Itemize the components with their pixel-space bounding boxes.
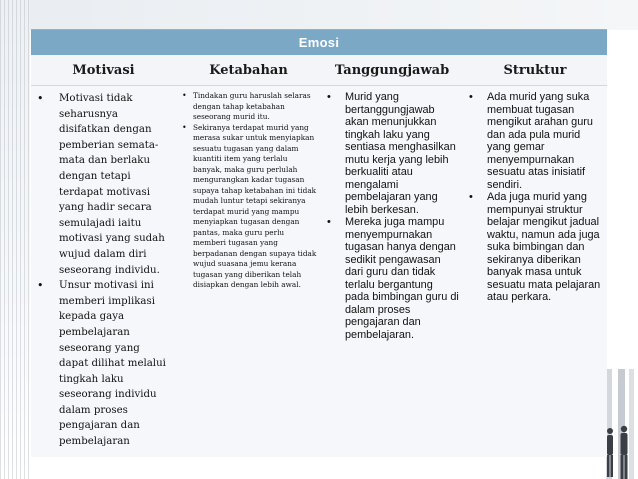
bullet-icon: •	[37, 92, 44, 105]
list-item: • Motivasi tidak seharusnya disifatkan dengan pemberian semata-mata dan berlaku dengan tetapi terdapat motivasi yang hadir secara semulajadi iaitu motivasi yang sudah wujud dalam diri seseorang individu.	[37, 92, 165, 276]
bullet-icon: •	[469, 91, 473, 103]
bullet-icon: •	[182, 122, 187, 132]
list-item: • Unsur motivasi ini memberi implikasi kepada gaya pembelajaran seseorang yang dapat dilihat melalui tingkah laku seseorang individu dalam proses pengajaran dan pembelajaran	[37, 279, 166, 448]
bullet-icon: •	[182, 91, 187, 100]
emosi-table	[31, 29, 607, 457]
column-headers	[31, 55, 607, 86]
column-header-ketabahan: Ketabahan	[209, 62, 288, 78]
column-ketabahan	[176, 86, 321, 457]
column-header-struktur: Struktur	[503, 62, 567, 78]
table-title: Emosi	[31, 30, 607, 55]
bullet-icon: •	[37, 279, 44, 293]
bullet-icon: •	[327, 216, 331, 228]
list-item: • Murid yang bertanggungjawab akan menunjukkan tingkah laku yang sentiasa menghasilkan mutu kerja yang lebih berkualiti atau mengalami pembelajaran yang lebih berkesan.	[327, 91, 456, 216]
list-item: • Sekiranya terdapat murid yang merasa sukar untuk menyiapkan sesuatu tugasan yang dalam kuantiti item yang terlalu banyak, maka guru perlulah mengurangkan kadar tugasan supaya tahap ketabahan ini tidak mudah luntur tetapi sekiranya terdapat murid yang mampu menyiapkan tugasan dengan pantas, maka guru perlu memberi tugasan yang berpadanan dengan supaya tidak wujud suasana jemu kerana tugasan yang diberikan telah disiapkan dengan lebih awal.	[182, 122, 317, 289]
column-tanggungjawab	[321, 86, 463, 457]
list-item: • Ada murid yang suka membuat tugasan mengikut arahan guru dan ada pula murid yang gemar menyempurnakan sesuatu atas inisiatif sendiri.	[469, 91, 593, 191]
decorative-top-strip	[0, 0, 638, 30]
column-header-motivasi: Motivasi	[72, 62, 135, 78]
column-struktur	[463, 86, 607, 457]
table-body	[31, 86, 607, 457]
list-item: • Mereka juga mampu menyempurnakan tugasan hanya dengan sedikit pengawasan dari guru dan tidak terlalu bergantung pada bimbingan guru di dalam proses pengajaran dan pembelajaran.	[327, 216, 459, 341]
bullet-icon: •	[327, 91, 331, 103]
decorative-left-pattern	[0, 0, 30, 479]
list-item: • Ada juga murid yang mempunyai struktur belajar mengikut jadual waktu, namun ada juga suka bimbingan dan sekiranya diberikan banyak masa untuk sesuatu mata pelajaran atau perkara.	[469, 191, 601, 303]
column-header-tanggungjawab: Tanggungjawab	[334, 62, 450, 78]
bullet-icon: •	[469, 191, 473, 203]
column-motivasi	[31, 86, 176, 457]
list-item: • Tindakan guru haruslah selaras dengan tahap ketabahan seseorang murid itu.	[182, 91, 311, 121]
